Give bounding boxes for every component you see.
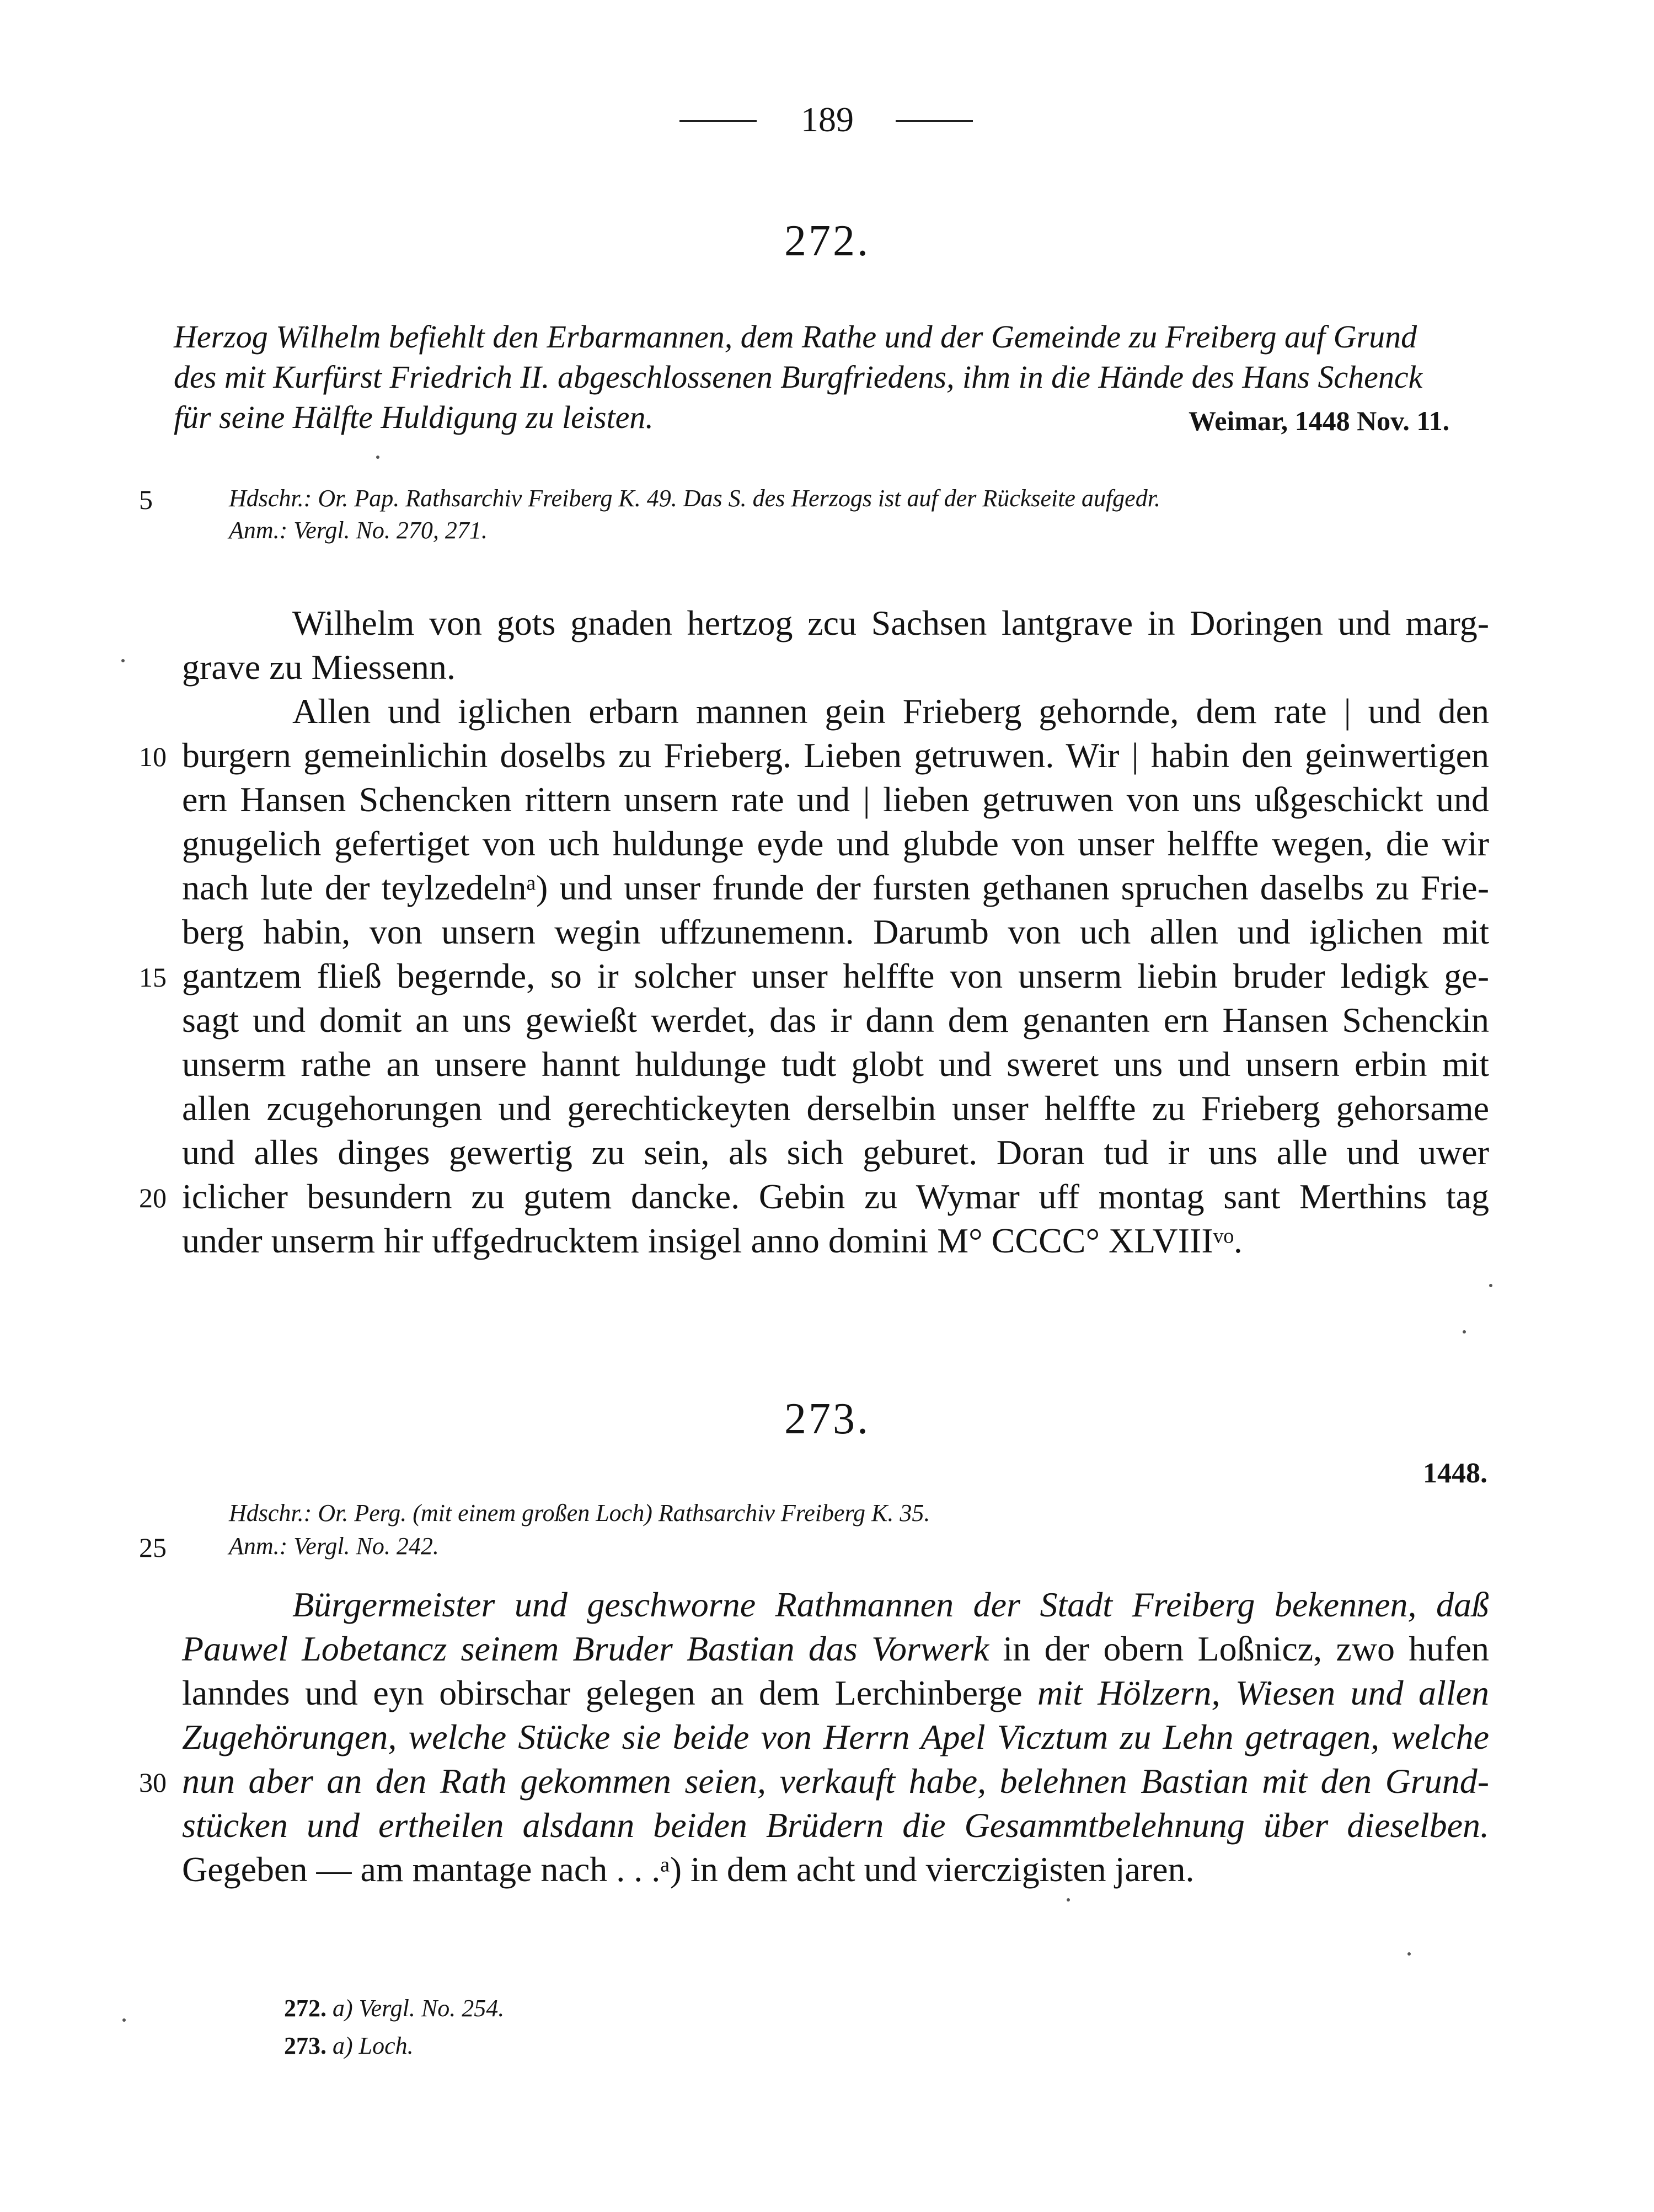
doc-273-text-line: Gegeben — am mantage nach . . .ᵃ) in dem acht und vierczigisten jaren.: [182, 1850, 1195, 1889]
doc-273-text-roman-part: lanndes und eyn obirschar gelegen an dem Lerchinberge: [182, 1673, 1038, 1712]
doc-273-text-line: Bürgermeister und geschworne Rathmannen der Stadt Freiberg bekennen, daß: [292, 1585, 1489, 1624]
doc-273-year: 1448.: [1423, 1458, 1487, 1489]
doc-273-text-line: stücken und ertheilen alsdann beiden Brüdern die Gesammtbelehnung über dieselben.: [182, 1806, 1489, 1845]
doc-272-regest-line: für seine Hälfte Huldigung zu leisten.: [174, 399, 654, 435]
scan-speck: [122, 2018, 126, 2022]
scan-speck: [1407, 1952, 1411, 1956]
doc-273-text-line: Zugehörungen, welche Stücke sie beide von Herrn Apel Vicztum zu Lehn getragen, welche: [182, 1717, 1489, 1756]
doc-272-text-line: berg habin, von unsern wegin uffzunemenn. Darumb von uch allen und iglichen mit: [182, 912, 1489, 951]
doc-272-text-line: gantzem fließ begernde, so ir solcher unser helffte von unserm liebin bruder ledigk ge-: [182, 956, 1489, 995]
doc-272-text-line: burgern gemeinlichin doselbs zu Frieberg. Lieben getruwen. Wir | habin den geinwertigen: [182, 736, 1489, 775]
line-number-margin: 30: [139, 1767, 167, 1798]
doc-273-text-roman-part: in der obern Loßnicz, zwo hufen: [989, 1629, 1489, 1668]
header-rule-right: [896, 120, 973, 122]
scan-speck: [1463, 1330, 1466, 1333]
doc-273-text-line: [182, 1671, 1489, 1715]
doc-272-text-line: und alles dinges gewertig zu sein, als sich geburet. Doran tud ir uns alle und uwer: [182, 1133, 1489, 1172]
doc-272-number: 272.: [784, 217, 870, 265]
line-number-margin: 10: [139, 741, 167, 772]
footnote-text: a) Loch.: [333, 2032, 414, 2059]
doc-273-annotation-note: Anm.: Vergl. No. 242.: [229, 1533, 439, 1560]
page-number: 189: [801, 100, 854, 139]
page-header: [0, 95, 1654, 144]
line-number-margin: 5: [139, 484, 153, 515]
doc-272-text-line: iclicher besundern zu gutem dancke. Gebin zu Wymar uff montag sant Merthins tag: [182, 1177, 1489, 1216]
doc-272-text-line: grave zu Miessenn.: [182, 647, 456, 687]
doc-272-text-line: under unserm hir uffgedrucktem insigel anno domini M° CCCC° XLVIIIᵛᵒ.: [182, 1221, 1243, 1260]
doc-273-number: 273.: [784, 1395, 870, 1443]
scan-speck: [121, 659, 125, 662]
doc-272-text-line: nach lute der teylzedelnᵃ) und unser frunde der fursten gethanen spruchen daselbs zu Frie-: [182, 868, 1489, 907]
doc-272-text-line: ern Hansen Schencken rittern unsern rate und | lieben getruwen von uns ußgeschickt und: [182, 780, 1489, 819]
footnote-text: a) Vergl. No. 254.: [333, 1995, 505, 2022]
doc-273-text-line: nun aber an den Rath gekommen seien, verkauft habe, belehnen Bastian mit den Grund-: [182, 1761, 1489, 1801]
scan-speck: [376, 456, 379, 459]
footnote-273: [284, 2029, 414, 2063]
line-number-margin: 25: [139, 1532, 167, 1563]
doc-272-regest-line: Herzog Wilhelm befiehlt den Erbarmannen, dem Rathe und der Gemeinde zu Freiberg auf Grund: [174, 319, 1417, 355]
doc-272-text-line: Wilhelm von gots gnaden hertzog zcu Sachsen lantgrave in Doringen und marg-: [292, 603, 1489, 642]
footnote-ref: 272.: [284, 1995, 326, 2022]
doc-273-text-line: [182, 1627, 1489, 1671]
doc-273-text-italic-part: mit Hölzern, Wiesen und allen: [1037, 1673, 1489, 1712]
doc-272-text-line: gnugelich gefertiget von uch huldunge eyde und glubde von unser helffte wegen, die wir: [182, 824, 1489, 863]
doc-272-manuscript-note: Hdschr.: Or. Pap. Rathsarchiv Freiberg K. 49. Das S. des Herzogs ist auf der Rückseite aufgedr.: [229, 485, 1160, 512]
doc-273-manuscript-note: Hdschr.: Or. Perg. (mit einem großen Loch) Rathsarchiv Freiberg K. 35.: [229, 1499, 930, 1527]
doc-272-text-line: sagt und domit an uns gewießt werdet, das ir dann dem genanten ern Hansen Schenckin: [182, 1000, 1489, 1040]
line-number-margin: 15: [139, 962, 167, 993]
doc-272-text-line: Allen und iglichen erbarn mannen gein Frieberg gehornde, dem rate | und den: [292, 692, 1489, 731]
header-rule-left: [679, 120, 757, 122]
doc-272-text-line: unserm rathe an unsere hannt huldunge tudt globt und sweret uns und unsern erbin mit: [182, 1045, 1489, 1084]
doc-272-annotation-note: Anm.: Vergl. No. 270, 271.: [229, 517, 488, 544]
footnote-272: [284, 1992, 504, 2025]
doc-272-text-line: allen zcugehorungen und gerechtickeyten derselbin unser helffte zu Frieberg gehorsame: [182, 1089, 1489, 1128]
doc-272-place-date: Weimar, 1448 Nov. 11.: [1189, 405, 1450, 436]
doc-273-text-italic-part: Pauwel Lobetancz seinem Bruder Bastian das Vorwerk: [182, 1629, 989, 1668]
doc-272-regest-line: des mit Kurfürst Friedrich II. abgeschlossenen Burgfriedens, ihm in die Hände des Hans Schenck: [174, 359, 1423, 395]
footnote-ref: 273.: [284, 2032, 326, 2059]
line-number-margin: 20: [139, 1182, 167, 1213]
scan-speck: [1067, 1898, 1070, 1902]
scan-speck: [1489, 1284, 1492, 1287]
